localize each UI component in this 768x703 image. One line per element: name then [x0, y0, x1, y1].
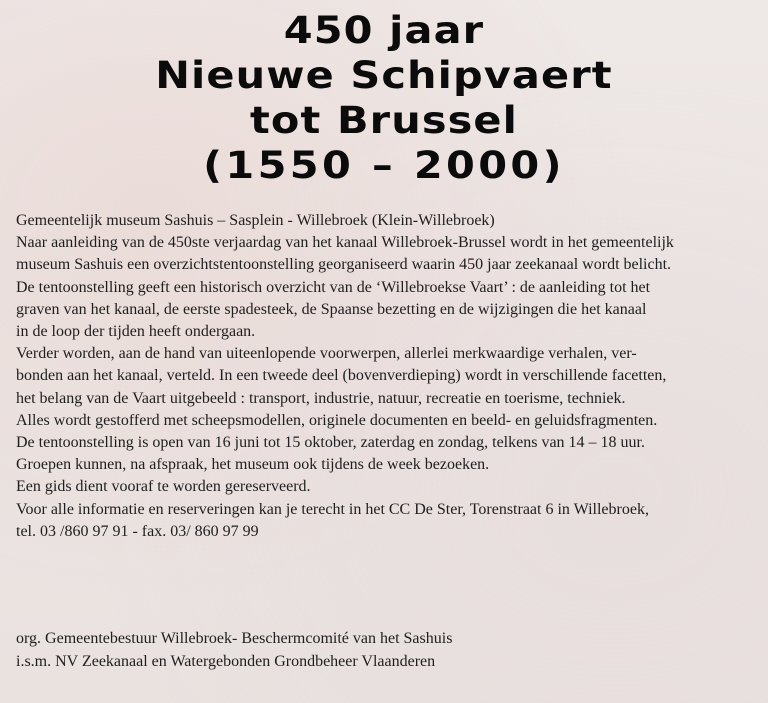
- body-line: Naar aanleiding van de 450ste verjaardag van het kanaal Willebroek-Brussel wordt in het gemeentelijk: [16, 234, 674, 252]
- body-line: Alles wordt gestofferd met scheepsmodellen, originele documenten en beeld- en geluidsfragmenten.: [16, 411, 658, 429]
- organizer-line: org. Gemeentebestuur Willebroek- Beschermcomité van het Sashuis: [16, 630, 453, 647]
- title-line-4: (1550 – 2000): [203, 144, 565, 187]
- title-line-3: tot Brussel: [249, 99, 518, 142]
- body-line: graven van het kanaal, de eerste spadesteek, de Spaanse bezetting en de wijzigingen die het kanaal: [16, 300, 647, 318]
- body-line: in de loop der tijden heeft ondergaan.: [16, 323, 256, 341]
- body-line: Verder worden, aan de hand van uiteenlopende voorwerpen, allerlei merkwaardige verhalen, ver-: [16, 345, 637, 363]
- title-line-2: Nieuwe Schipvaert: [155, 54, 613, 97]
- title-line-1: 450 jaar: [283, 9, 485, 52]
- body-line: museum Sashuis een overzichtstentoonstelling georganiseerd waarin 450 jaar zeekanaal wordt belicht.: [16, 256, 672, 274]
- body-line: Voor alle informatie en reserveringen kan je terecht in het CC De Ster, Torenstraat 6 in Willebroek,: [16, 500, 649, 518]
- partner-line: i.s.m. NV Zeekanaal en Watergebonden Grondbeheer Vlaanderen: [16, 652, 436, 670]
- body-line: tel. 03 /860 97 91 - fax. 03/ 860 97 99: [16, 522, 259, 540]
- document-title: [0, 8, 768, 188]
- body-line: De tentoonstelling geeft een historisch overzicht van de ‘Willebroekse Vaart’ : de aanleiding tot het: [16, 278, 651, 296]
- body-text: [16, 210, 756, 543]
- organizer-credits: [16, 628, 756, 673]
- body-line: bonden aan het kanaal, verteld. In een tweede deel (bovenverdieping) wordt in verschillende facetten,: [16, 367, 667, 385]
- body-line: Gemeentelijk museum Sashuis – Sasplein - Willebroek (Klein-Willebroek): [16, 212, 495, 229]
- body-line: het belang van de Vaart uitgebeeld : transport, industrie, natuur, recreatie en toerisme, techniek.: [16, 389, 626, 407]
- body-line: De tentoonstelling is open van 16 juni tot 15 oktober, zaterdag en zondag, telkens van 14 – 18 uur.: [16, 434, 645, 452]
- body-line: Groepen kunnen, na afspraak, het museum ook tijdens de week bezoeken.: [16, 456, 490, 474]
- body-line: Een gids dient vooraf te worden gereserveerd.: [16, 478, 311, 496]
